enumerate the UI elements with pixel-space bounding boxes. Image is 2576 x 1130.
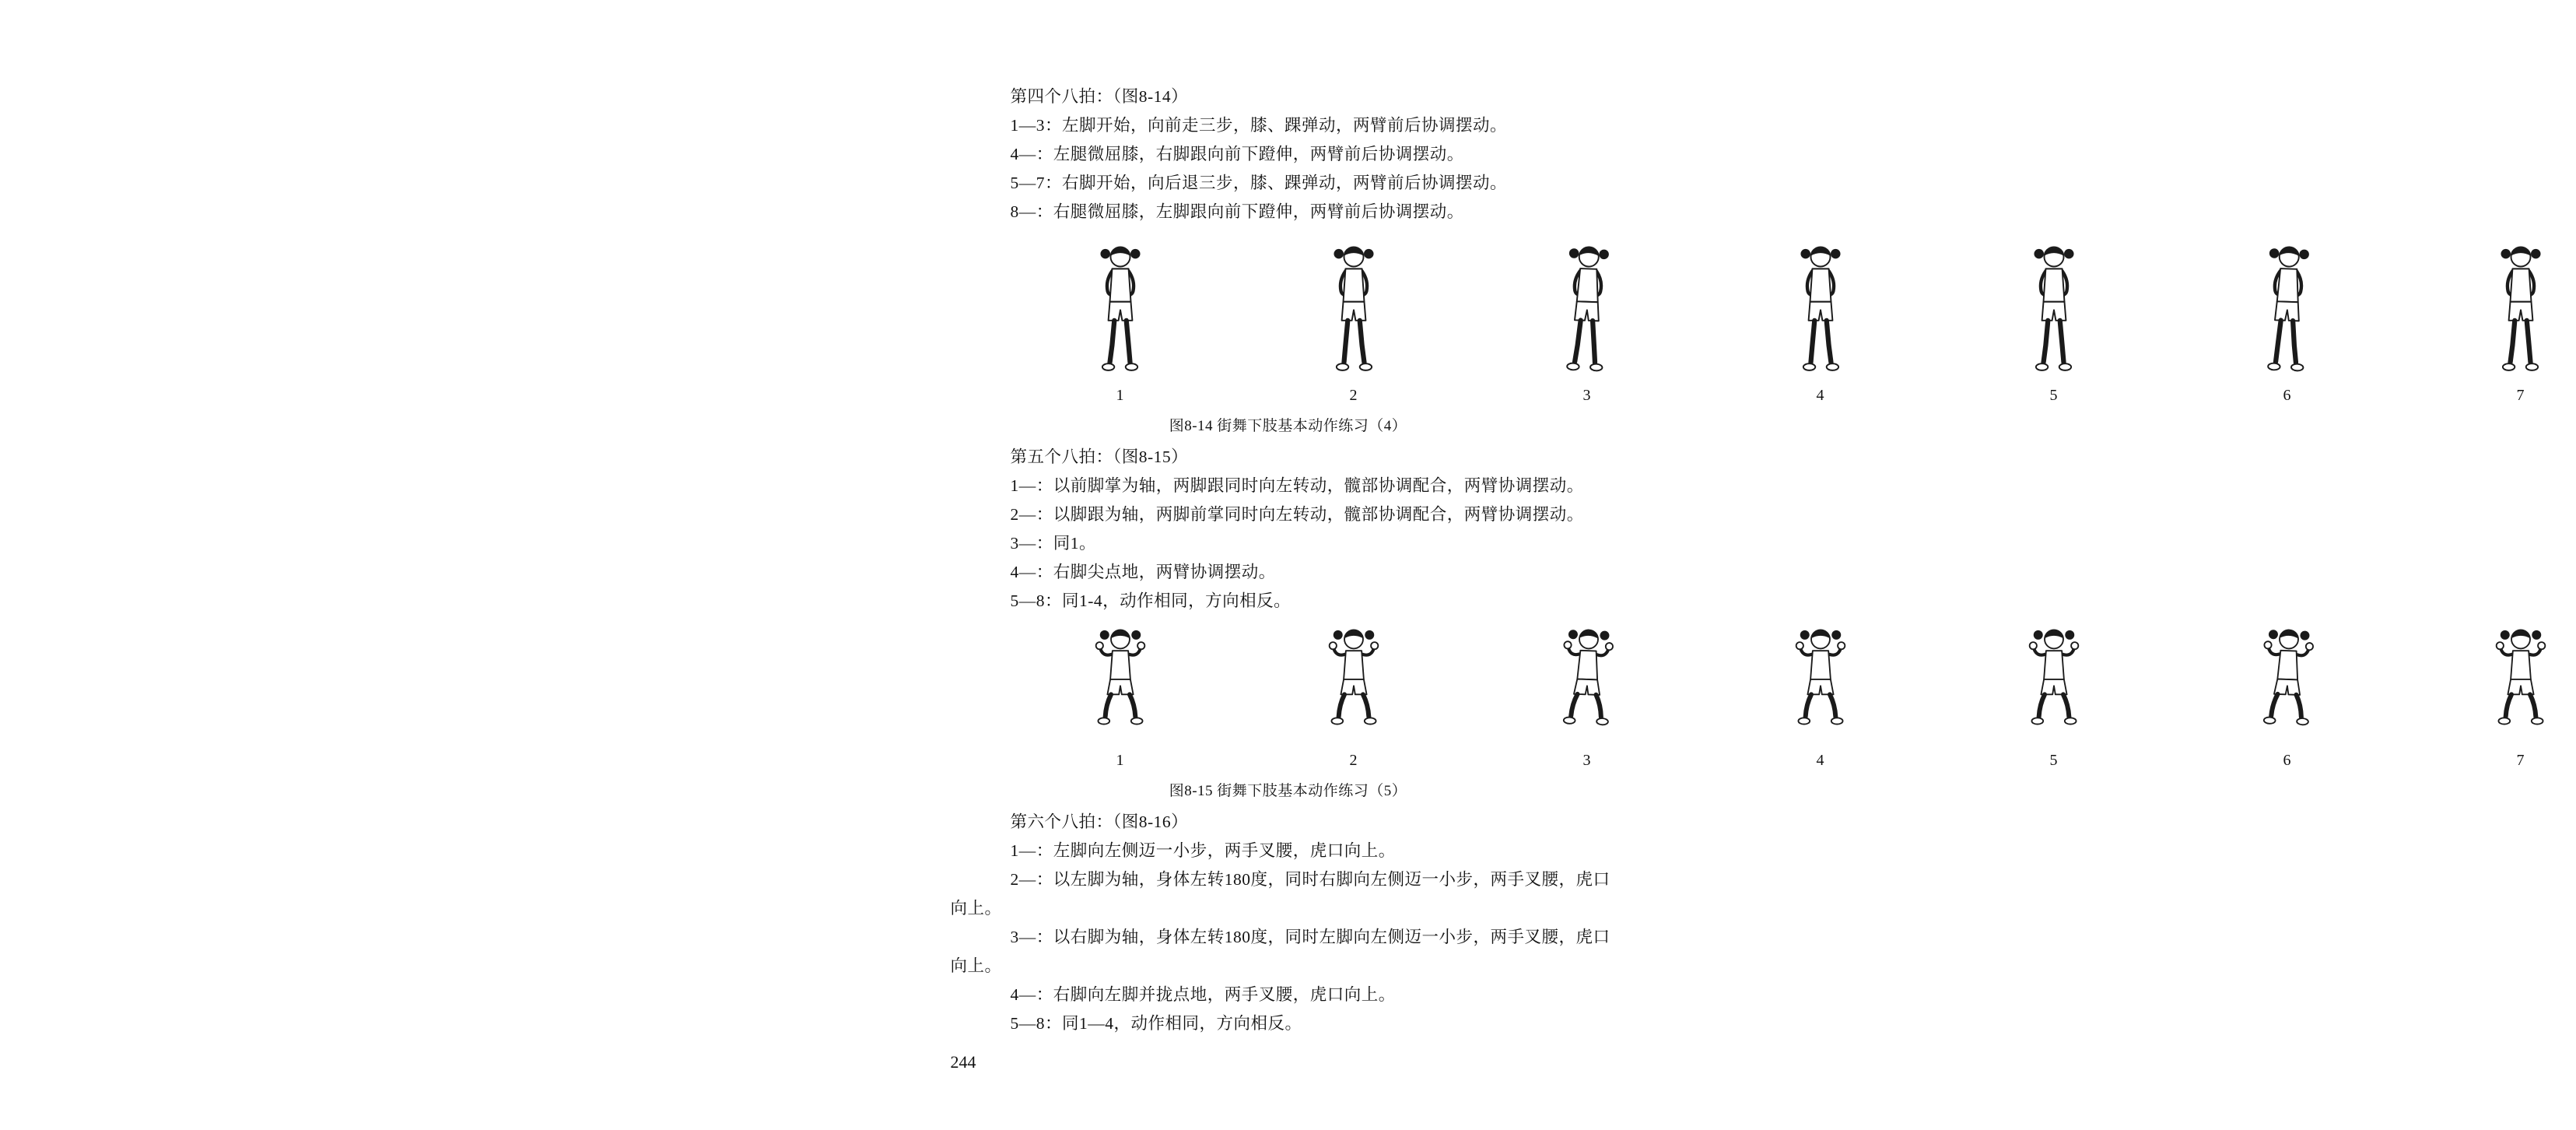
- figure-pose-cell: [1237, 625, 1470, 768]
- page-number: 244: [950, 1052, 976, 1072]
- figure-pose-cell: [1004, 625, 1237, 768]
- child-walking-pose-icon: [1467, 232, 1705, 382]
- figure-pose-number: 6: [2283, 387, 2291, 404]
- child-walking-pose-icon: [1237, 236, 1470, 378]
- section-beat-five: [951, 443, 1626, 616]
- child-dancing-pose-icon: [1004, 625, 1237, 743]
- instruction-line: 8—：右腿微屈膝，左脚跟向前下蹬伸，两臂前后协调摆动。: [1010, 202, 1464, 221]
- child-walking-pose-icon: [2168, 232, 2406, 382]
- figure-pose-cell: [1704, 236, 1937, 403]
- figure-pose-number: 7: [2516, 752, 2525, 769]
- instruction-line: 5—7：右脚开始，向后退三步，膝、踝弹动，两臂前后协调摆动。: [1010, 174, 1508, 192]
- instruction-line: 5—8：同1-4，动作相同，方向相反。: [1010, 591, 1292, 610]
- figure-pose-number: 4: [1816, 387, 1824, 404]
- instruction-line: 1—：以前脚掌为轴，两脚跟同时向左转动，髋部协调配合，两臂协调摆动。: [1010, 476, 1584, 495]
- figure-pose-cell: [2171, 236, 2404, 403]
- section-heading: 第六个八拍：（图8-16）: [1010, 812, 1189, 831]
- instruction-line: 4—：右脚向左脚并拢点地，两手叉腰，虎口向上。: [1010, 985, 1396, 1004]
- section-heading: 第五个八拍：（图8-15）: [1010, 447, 1189, 466]
- section-heading: 第四个八拍：（图8-14）: [1010, 87, 1189, 106]
- figure-pose-cell: [1004, 236, 1237, 403]
- instruction-line: 2—：以左脚为轴，身体左转180度，同时右脚向左侧迈一小步，两手叉腰，虎口向上。: [950, 870, 1610, 918]
- section-beat-four: [951, 82, 1626, 226]
- figure-pose-cell: [1937, 625, 2171, 768]
- figure-caption: 图8-14 街舞下肢基本动作练习（4）: [1169, 418, 1407, 434]
- figure-pose-number: 5: [2049, 752, 2058, 769]
- section-beat-six: [951, 808, 1626, 1038]
- instruction-line: 5—8：同1—4，动作相同，方向相反。: [1010, 1014, 1302, 1033]
- figure-pose-number: 3: [1582, 752, 1591, 769]
- figure-pose-cell: [2404, 236, 2576, 403]
- figure-pose-cell: [1470, 625, 1704, 768]
- child-dancing-pose-icon: [1468, 621, 1705, 747]
- figure-pose-number: 2: [1349, 387, 1358, 404]
- child-walking-pose-icon: [1704, 236, 1937, 378]
- figure-pose-number: 5: [2049, 387, 2058, 404]
- instruction-line: 1—3：左脚开始，向前走三步，膝、踝弹动，两臂前后协调摆动。: [1010, 116, 1508, 135]
- figure-8-15: [951, 625, 2525, 800]
- figure-pose-cell: [1937, 236, 2171, 403]
- figure-8-14: [951, 236, 2525, 435]
- child-dancing-pose-icon: [1237, 625, 1470, 743]
- instruction-line: 3—：同1。: [1010, 534, 1097, 553]
- figure-pose-number: 3: [1582, 387, 1591, 404]
- child-dancing-pose-icon: [1937, 625, 2171, 743]
- figure-pose-cell: [2404, 625, 2576, 768]
- document-page: [885, 0, 2525, 1130]
- figure-pose-cell: [1470, 236, 1704, 403]
- figure-illustration-row: [1004, 236, 2525, 404]
- figure-pose-number: 4: [1816, 752, 1824, 769]
- figure-pose-number: 2: [1349, 752, 1358, 769]
- instruction-line: 4—：左腿微屈膝，右脚跟向前下蹬伸，两臂前后协调摆动。: [1010, 145, 1464, 163]
- figure-caption: 图8-15 街舞下肢基本动作练习（5）: [1169, 783, 1407, 799]
- instruction-line: 3—：以右脚为轴，身体左转180度，同时左脚向左侧迈一小步，两手叉腰，虎口向上。: [950, 928, 1610, 975]
- instruction-line: 2—：以脚跟为轴，两脚前掌同时向左转动，髋部协调配合，两臂协调摆动。: [1010, 505, 1584, 524]
- figure-pose-cell: [1237, 236, 1470, 403]
- figure-pose-cell: [2171, 625, 2404, 768]
- figure-pose-number: 6: [2283, 752, 2291, 769]
- figure-pose-number: 7: [2516, 387, 2525, 404]
- child-dancing-pose-icon: [2404, 625, 2576, 743]
- child-dancing-pose-icon: [2168, 621, 2406, 747]
- figure-pose-cell: [1704, 625, 1937, 768]
- figure-illustration-row: [1004, 625, 2525, 769]
- figure-pose-number: 1: [1116, 752, 1124, 769]
- child-walking-pose-icon: [1937, 236, 2171, 378]
- instruction-line: 1—：左脚向左侧迈一小步，两手叉腰，虎口向上。: [1010, 841, 1396, 860]
- child-walking-pose-icon: [2404, 236, 2576, 378]
- figure-pose-number: 1: [1116, 387, 1124, 404]
- child-dancing-pose-icon: [1704, 625, 1937, 743]
- child-walking-pose-icon: [1004, 236, 1237, 378]
- instruction-line: 4—：右脚尖点地，两臂协调摆动。: [1010, 563, 1276, 581]
